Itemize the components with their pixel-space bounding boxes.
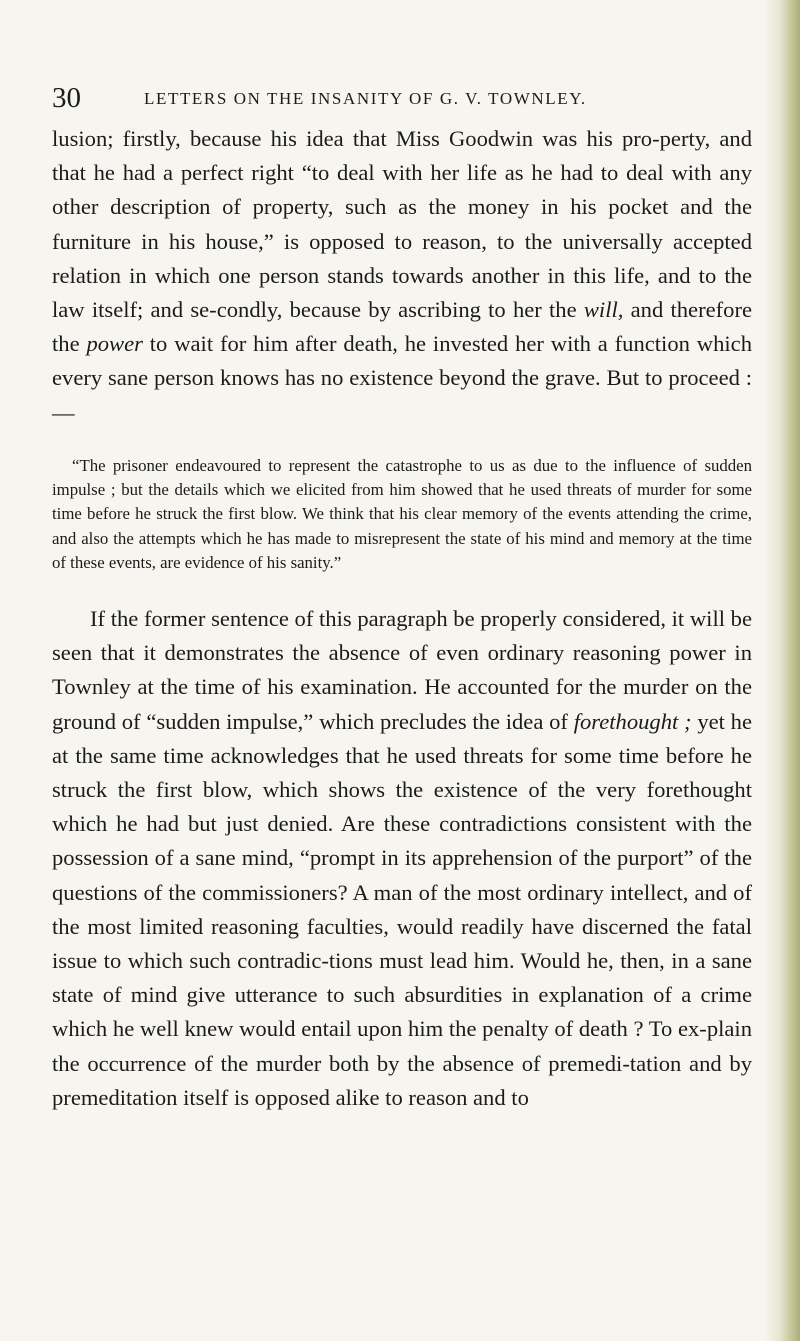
emphasis-will: will, [583,297,624,323]
page-number: 30 [52,82,81,114]
paragraph-2 [52,602,752,1115]
running-head [52,80,752,116]
paragraph-2-part-2: yet he at the same time acknowledges that he used threats for some time before he struck the first blow, which shows the existence of the very forethought which he had but just denied. Are these contradictions consistent with the possession of a sane mind, “prompt in its apprehension of the purport” of the questions of the commissioners? A man of the most ordinary intellect, and of the most limited reasoning faculties, would readily have discerned the fatal issue to which such contradic-tions must lead him. Would he, then, in a sane state of mind give utterance to such absurdities in explanation of a crime which he well knew would entail upon him the penalty of death ? To ex-plain the occurrence of the murder both by the absence of premedi-tation and by premeditation itself is opposed alike to reason and to [52,708,752,1110]
block-quote [52,454,752,575]
paragraph-1-text [52,122,752,430]
running-title: LETTERS ON THE INSANITY OF G. V. TOWNLEY. [144,89,587,108]
paragraph-2-text [52,602,752,1115]
emphasis-power: power [86,331,143,357]
paragraph-1-part-2: and therefore the [52,297,752,357]
emphasis-forethought: forethought ; [573,708,692,734]
paragraph-2-part-1: If the former sentence of this paragraph be properly considered, it will be seen that it demonstrates the absence of even ordinary reasoning power in Townley at the time of his examination. He accounted for the murder on the ground of “sudden impulse,” which precludes the idea of [52,606,752,734]
quote-text: “The prisoner endeavoured to represent the catastrophe to us as due to the influence of sudden impulse ; but the details which we elicited from him showed that he used threats of murder for some time before he struck the first blow. We think that his clear memory of the events attending the crime, and also the attempts which he has made to misrepresent the state of his mind and memory at the time of these events, are evidence of his sanity.” [52,456,752,572]
paragraph-1-part-1: lusion; firstly, because his idea that Miss Goodwin was his pro-perty, and that he had a perfect right “to deal with her life as he had to deal with any other description of property, such as the money in his pocket and the furniture in his house,” is opposed to reason, to the universally accepted relation in which one person stands towards another in this life, and to the law itself; and se-condly, because by ascribing to her the [52,126,752,323]
page-edge-shadow [764,0,800,1341]
paragraph-continued [52,122,752,430]
paragraph-1-part-3: to wait for him after death, he invested her with a function which every sane person knows has no existence beyond the grave. But to proceed :— [52,331,752,425]
